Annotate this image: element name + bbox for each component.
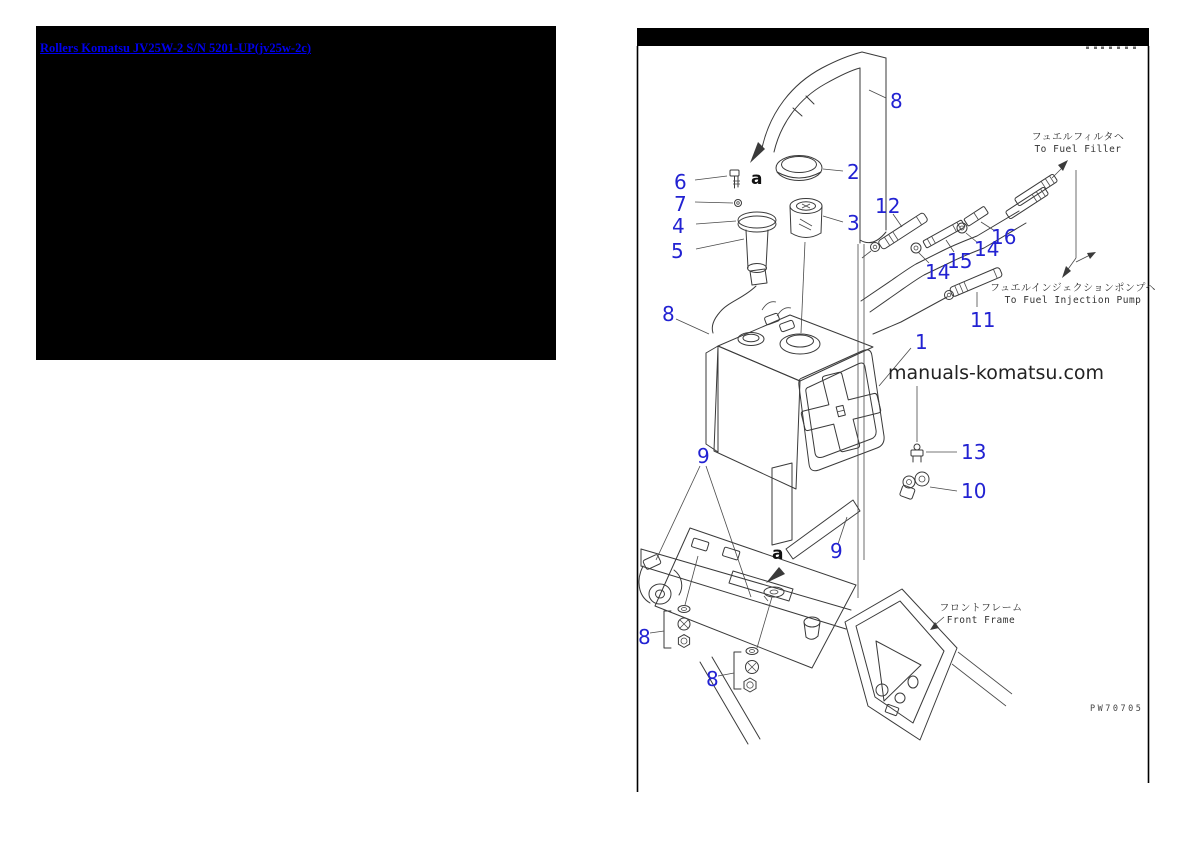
ref-letter-a-top: a [751, 169, 763, 189]
callout-8-stack1: 8 [638, 625, 651, 649]
mount-plates-part [656, 444, 860, 597]
callout-5: 5 [671, 239, 684, 263]
callout-2: 2 [847, 160, 860, 184]
annotations [888, 131, 1156, 714]
callout-7: 7 [674, 192, 687, 216]
watermark: manuals-komatsu.com [888, 362, 1105, 384]
callout-10: 10 [961, 479, 987, 503]
callout-4: 4 [672, 214, 685, 238]
top-bar [637, 28, 1149, 46]
arrow-up-right-icon [1058, 160, 1068, 171]
label-injection-pump-jp: フュエルインジェクションポンプヘ [990, 283, 1156, 294]
callout-14-lower: 14 [925, 260, 951, 284]
arrow-section-icon [766, 567, 785, 583]
label-fuel-filler-en: To Fuel Filler [1034, 144, 1122, 155]
callout-12: 12 [875, 194, 901, 218]
drawing-number: PW70705 [1090, 704, 1144, 714]
callout-8-tube: 8 [890, 89, 903, 113]
label-front-frame-jp: フロントフレーム [939, 603, 1023, 614]
callout-6: 6 [674, 170, 687, 194]
model-link[interactable]: Rollers Komatsu JV25W-2 S/N 5201-UP(jv25w-2c) [40, 41, 312, 55]
fitting-16 [964, 206, 989, 226]
frame-assembly [639, 528, 856, 744]
drain-valve-part [899, 386, 986, 503]
callout-3: 3 [847, 211, 860, 235]
hose-end-lower [1005, 187, 1048, 220]
fuel-lines-part [861, 160, 1096, 334]
callout-9-upper: 9 [697, 444, 710, 468]
callout-8-stack2: 8 [706, 667, 719, 691]
bolt-stacks [638, 606, 759, 693]
callout-8-tank: 8 [662, 302, 675, 326]
label-injection-pump-en: To Fuel Injection Pump [1004, 295, 1142, 306]
callout-14-upper: 14 [974, 237, 1000, 261]
callout-1: 1 [915, 330, 928, 354]
label-fuel-filler-jp: フュエルフィルタヘ [1031, 132, 1125, 143]
callout-13: 13 [961, 440, 987, 464]
arrow-front-frame-icon [930, 622, 939, 630]
arrow-small-icon [1087, 252, 1096, 259]
arrow-to-pump-icon [1062, 266, 1071, 278]
callout-11: 11 [970, 308, 996, 332]
callout-15: 15 [947, 249, 973, 273]
label-front-frame-en: Front Frame [946, 615, 1016, 626]
ref-letter-a-bottom: a [772, 544, 784, 564]
plus-recess [794, 365, 889, 460]
sender-unit-part [671, 169, 776, 333]
callout-16: 16 [991, 225, 1017, 249]
callout-9-lower: 9 [830, 539, 843, 563]
fuel-cap-part [776, 156, 860, 185]
strainer-part [790, 199, 860, 334]
clipped-text-marks [1086, 47, 1136, 50]
